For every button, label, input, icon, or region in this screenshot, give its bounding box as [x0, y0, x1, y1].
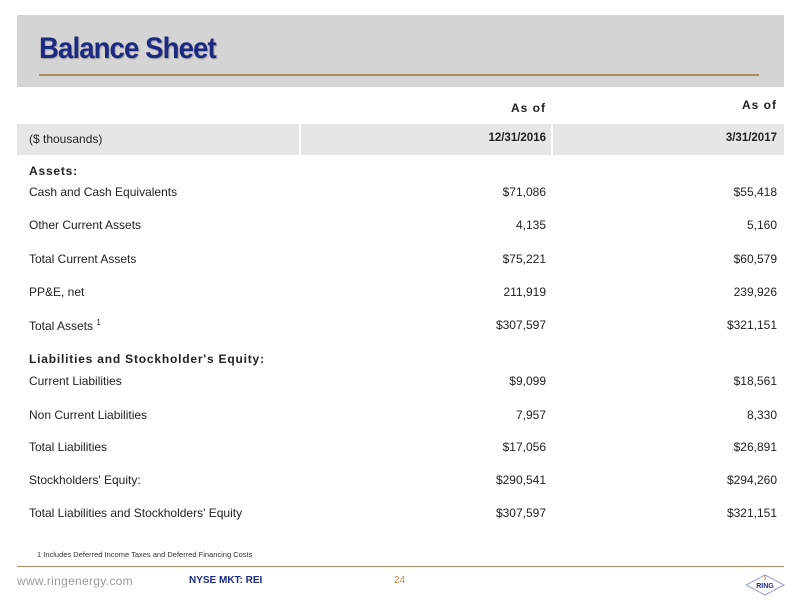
row-value-2016: $290,541 [495, 473, 546, 487]
row-value-2017: 5,160 [746, 218, 777, 232]
column-header-2: As of [742, 98, 777, 112]
column-date-2: 3/31/2017 [725, 132, 777, 144]
row-value-2016: 4,135 [515, 218, 546, 232]
page-number: 24 [394, 575, 406, 586]
footnote-text: 1 Includes Deferred Income Taxes and Deferred Financing Costs [37, 550, 253, 559]
column-date-band [17, 124, 784, 155]
website-link[interactable]: www.ringenergy.com [17, 574, 133, 588]
footnote-marker: 1 [96, 318, 101, 327]
section-assets: Assets: [29, 164, 78, 178]
row-value-2016: $307,597 [495, 318, 546, 332]
row-label: Non Current Liabilities [29, 408, 148, 422]
slide-header [17, 15, 784, 87]
row-value-2017: $60,579 [733, 252, 777, 266]
row-value-2016: 7,957 [515, 408, 546, 422]
row-label-with-footnote [29, 318, 101, 333]
row-label: Total Current Assets [29, 252, 137, 266]
row-label: Current Liabilities [29, 374, 122, 388]
row-value-2016: $71,086 [502, 185, 546, 199]
row-value-2017: $55,418 [733, 185, 777, 199]
logo-text: RING [756, 583, 774, 590]
row-value-2016: $9,099 [509, 374, 546, 388]
row-value-2017: $294,260 [726, 473, 777, 487]
row-label: PP&E, net [29, 285, 85, 299]
row-value-2017: $26,891 [733, 440, 777, 454]
row-label: Cash and Cash Equivalents [29, 185, 178, 199]
ring-logo-icon [744, 574, 786, 596]
row-label: Stockholders' Equity: [29, 473, 141, 487]
footer-divider [17, 566, 784, 567]
row-value-2017: $321,151 [726, 506, 777, 520]
page-title: Balance Sheet [39, 32, 216, 65]
row-value-2017: $321,151 [726, 318, 777, 332]
row-value-2016: 211,919 [503, 285, 546, 299]
row-value-2017: $18,561 [733, 374, 777, 388]
row-label: Total Liabilities and Stockholders' Equity [29, 506, 243, 520]
row-label: Other Current Assets [29, 218, 142, 232]
row-label: Total Liabilities [29, 440, 108, 454]
section-liabilities: Liabilities and Stockholder's Equity: [29, 352, 265, 366]
row-value-2016: $17,056 [502, 440, 546, 454]
row-value-2017: 239,926 [733, 285, 777, 299]
band-separator [299, 124, 301, 155]
row-label: Total Assets [29, 319, 94, 333]
row-value-2016: $75,221 [502, 252, 546, 266]
column-date-1: 12/31/2016 [488, 132, 546, 144]
row-value-2017: 8,330 [746, 408, 777, 422]
column-header-1: As of [511, 101, 546, 115]
unit-label: ($ thousands) [29, 132, 103, 146]
band-separator [551, 124, 553, 155]
header-divider [39, 74, 759, 76]
row-value-2016: $307,597 [495, 506, 546, 520]
stock-ticker: NYSE MKT: REI [189, 575, 263, 586]
